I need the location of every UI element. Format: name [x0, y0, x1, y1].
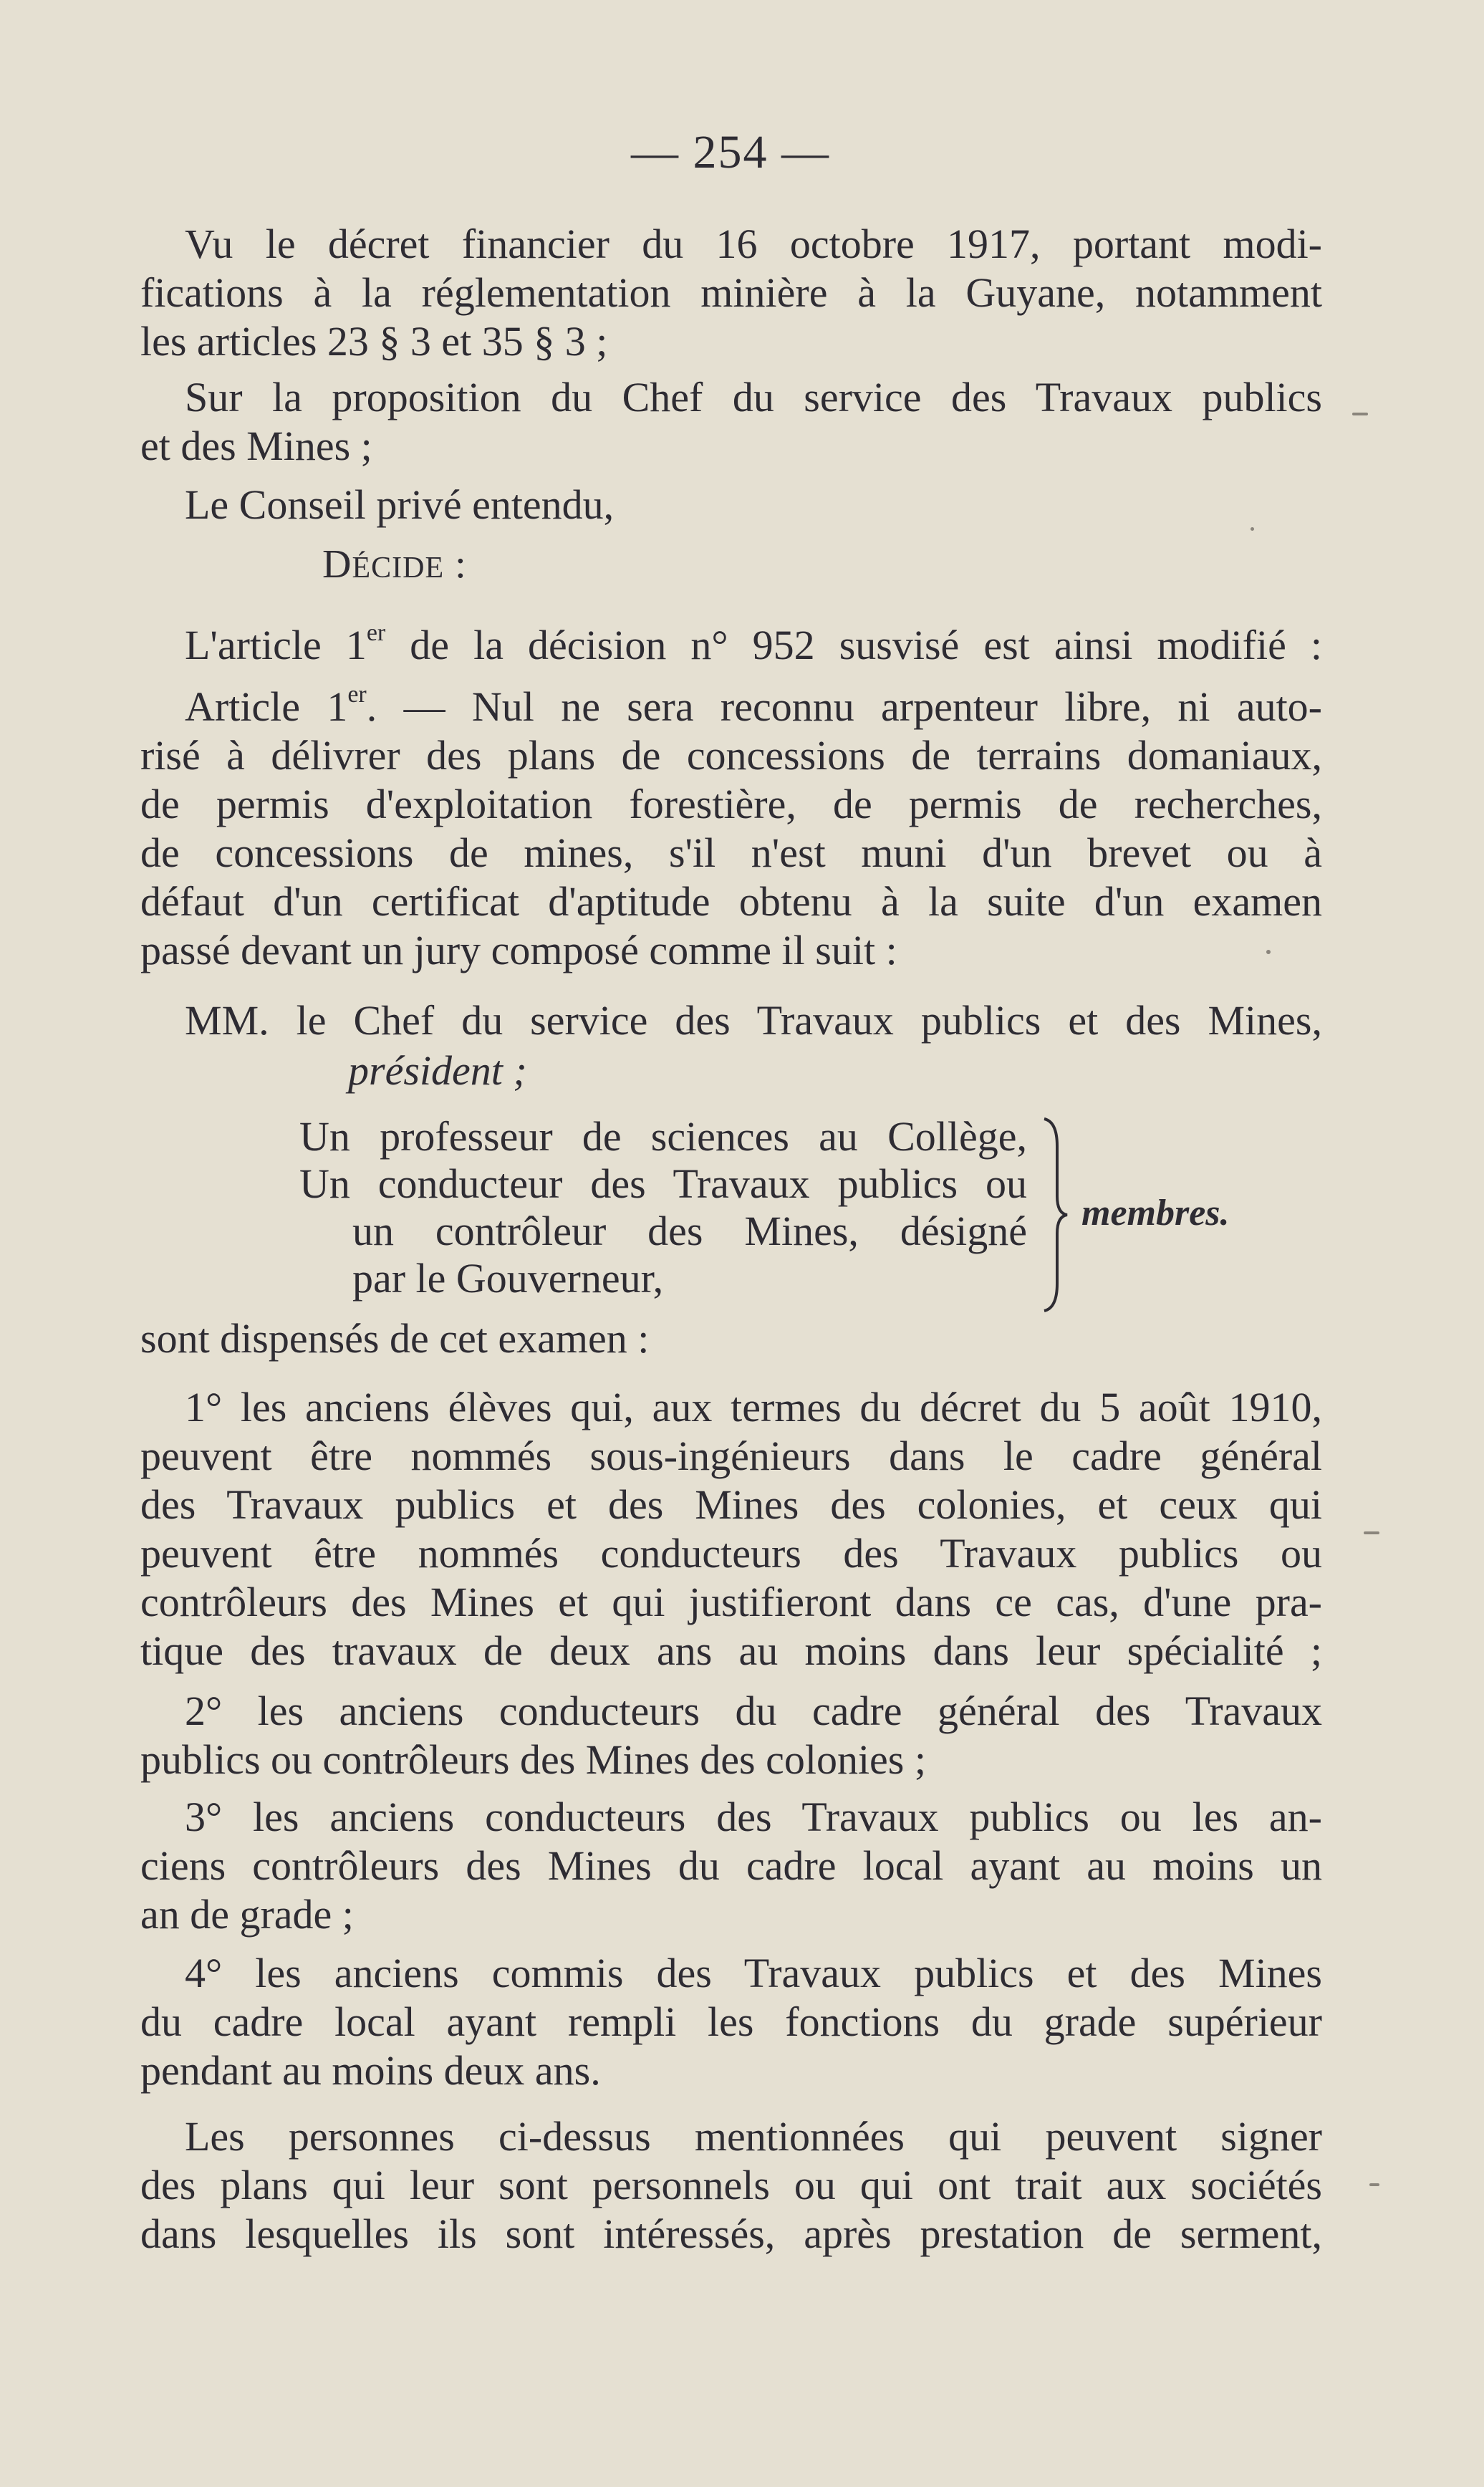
exemption-1-line-3: des Travaux publics et des Mines des colonies, et ceux qui: [140, 1481, 1322, 1528]
exempt-intro: sont dispensés de cet examen :: [140, 1315, 650, 1362]
decree-line-1: Vu le décret financier du 16 octobre 1917, portant modi-: [185, 221, 1322, 267]
exemption-4-line-1: 4° les anciens commis des Travaux publics et des Mines: [185, 1950, 1322, 1996]
decide-colon: :: [444, 542, 467, 587]
article-body-line-1: [185, 681, 1322, 730]
exemption-4-line-2: du cadre local ayant rempli les fonctions du grade supérieur: [140, 1998, 1322, 2045]
decide-heading: [322, 544, 467, 585]
members-brace: [1041, 1117, 1070, 1312]
article-body-line-6: passé devant un jury composé comme il suit :: [140, 927, 897, 973]
article-reference-sup: er: [366, 620, 386, 646]
exemption-3-line-3: an de grade ;: [140, 1891, 354, 1938]
exemption-1-line-6: tique des travaux de deux ans au moins dans leur spécialité ;: [140, 1627, 1322, 1674]
article-reference: [185, 620, 1322, 668]
exemption-4-line-3: pendant au moins deux ans.: [140, 2047, 601, 2094]
margin-mark: [1369, 2183, 1379, 2186]
article-body-sup: er: [347, 681, 367, 708]
margin-mark: [1352, 413, 1368, 415]
jury-chair: MM. le Chef du service des Travaux publics et des Mines,: [185, 997, 1322, 1044]
decree-line-2: fications à la réglementation minière à la Guyane, notamment: [140, 269, 1322, 316]
article-body-line-2: risé à délivrer des plans de concessions de terrains domaniaux,: [140, 732, 1322, 779]
article-body-after: . — Nul ne sera reconnu arpenteur libre, ni auto-: [366, 683, 1322, 730]
jury-member-1: Un professeur de sciences au Collège,: [299, 1113, 1027, 1160]
exemption-2-line-1: 2° les anciens conducteurs du cadre général des Travaux: [185, 1688, 1322, 1734]
decree-line-3: les articles 23 § 3 et 35 § 3 ;: [140, 318, 608, 365]
jury-member-2-cont-2: par le Gouverneur,: [352, 1255, 664, 1302]
jury-member-2-cont: un contrôleur des Mines, désigné: [352, 1208, 1027, 1254]
closing-line-3: dans lesquelles ils sont intéressés, après prestation de serment,: [140, 2211, 1322, 2257]
exemption-1-line-5: contrôleurs des Mines et qui justifieront dans ce cas, d'une pra-: [140, 1579, 1322, 1625]
paper-speck: [1251, 527, 1254, 531]
paper-speck: [1266, 950, 1271, 954]
article-reference-after: de la décision n° 952 susvisé est ainsi modifié :: [385, 622, 1322, 668]
exemption-1-line-1: 1° les anciens élèves qui, aux termes du décret du 5 août 1910,: [185, 1384, 1322, 1430]
proposal-line-2: et des Mines ;: [140, 423, 372, 469]
closing-line-1: Les personnes ci-dessus mentionnées qui peuvent signer: [185, 2113, 1322, 2160]
article-body-line-4: de concessions de mines, s'il n'est muni d'un brevet ou à: [140, 829, 1322, 876]
exemption-1-line-2: peuvent être nommés sous-ingénieurs dans le cadre général: [140, 1433, 1322, 1479]
exemption-1-line-4: peuvent être nommés conducteurs des Travaux publics ou: [140, 1530, 1322, 1577]
members-label: membres.: [1081, 1193, 1230, 1233]
article-body-before: Article 1: [185, 683, 348, 730]
exemption-3-line-1: 3° les anciens conducteurs des Travaux publics ou les an-: [185, 1794, 1322, 1840]
proposal-line-1: Sur la proposition du Chef du service des Travaux publics: [185, 374, 1322, 420]
jury-chair-role: président ;: [348, 1047, 527, 1094]
council-line: Le Conseil privé entendu,: [185, 481, 615, 528]
exemption-2-line-2: publics ou contrôleurs des Mines des colonies ;: [140, 1736, 926, 1783]
page-number: — 254 —: [631, 126, 830, 178]
exemption-3-line-2: ciens contrôleurs des Mines du cadre local ayant au moins un: [140, 1842, 1322, 1889]
decide-rest: ÉCIDE: [352, 552, 445, 585]
margin-mark: [1364, 1531, 1379, 1534]
article-body-line-5: défaut d'un certificat d'aptitude obtenu à la suite d'un examen: [140, 878, 1322, 925]
article-reference-before: L'article 1: [185, 622, 367, 668]
closing-line-2: des plans qui leur sont personnels ou qui ont trait aux sociétés: [140, 2162, 1322, 2208]
article-body-line-3: de permis d'exploitation forestière, de permis de recherches,: [140, 781, 1322, 827]
jury-member-2: Un conducteur des Travaux publics ou: [299, 1160, 1027, 1207]
decide-first-letter: D: [322, 542, 352, 587]
